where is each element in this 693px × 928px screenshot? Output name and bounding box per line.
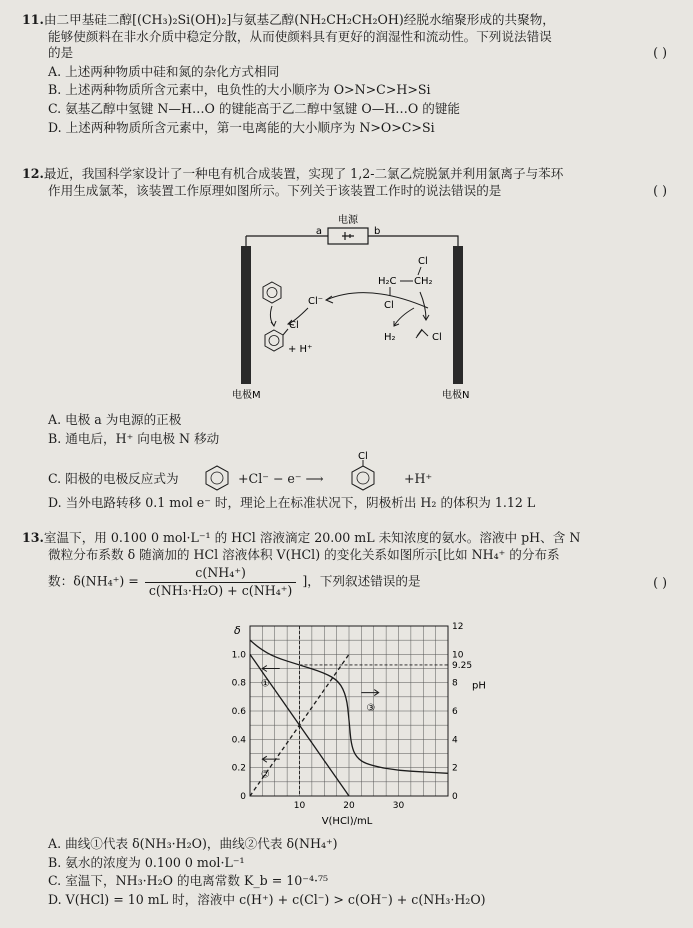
y-right-tick-label: 10 [452,650,464,661]
y-left-tick-label: 0.8 [231,678,246,689]
y-right-tick-label: 4 [452,735,458,746]
vinyl-chloride-icon [416,330,428,338]
electrode-n-label: 电极N [442,390,470,401]
dce-h2c: H₂C [378,276,397,287]
option-a: A. 电极 a 为电源的正极 [48,412,182,427]
y-left-tick-label: 1.0 [231,650,246,661]
wire-right [368,236,458,246]
x-tick-label: 20 [343,801,355,811]
x-tick-label: 10 [293,801,306,811]
h2-arrow [394,308,414,326]
y-left-tick-label: 0 [240,792,246,802]
question-stem: 数：δ(NH₄⁺) = [48,573,139,589]
dce-cl-bottom: Cl [384,300,394,311]
option-d: D. 上述两种物质所含元素中，第一电离能的大小顺序为 N>O>C>Si [48,119,435,135]
y-right-tick-label: 2 [452,763,458,774]
option-a: A. 曲线①代表 δ(NH₃·H₂O)，曲线②代表 δ(NH₄⁺) [48,836,338,851]
option-b: B. 氨水的浓度为 0.100 0 mol·L⁻¹ [48,854,245,870]
distribution-coefficient-fraction [145,565,296,599]
dce-ch2: CH₂ [414,276,433,287]
option-c: C. 阳极的电极反应式为 +Cl⁻ − e⁻ ⟶ Cl +H⁺ [22,459,677,493]
answer-bracket: ( ) [653,182,667,198]
y-right-tick-label: 8 [452,678,458,689]
titration-chart [222,620,492,826]
x-axis-label: V(HCl)/mL [321,816,373,826]
question-12-options [22,410,677,512]
fraction-denominator: c(NH₃·H₂O) + c(NH₄⁺) [148,582,293,598]
curve-3-arrow [361,690,378,696]
terminal-a: a [315,226,322,237]
y-right-tick-label: 0 [452,792,458,802]
question-stem: 能够使颜料在非水介质中稳定分散，从而使颜料具有更好的润湿性和流动性。下列说法错误 [48,28,552,44]
option-d: D. 当外电路转移 0.1 mol e⁻ 时，理论上在标准状况下，阴极析出 H₂ 的体积为 1.12 L [48,495,536,511]
answer-bracket: ( ) [653,575,667,591]
question-number: 12. [22,166,44,181]
option-b: B. 通电后，H⁺ 向电极 N 移动 [48,430,220,446]
power-label: 电源 [338,215,358,226]
curve-label-1: ① [260,678,270,690]
option-b: B. 上述两种物质所含元素中，电负性的大小顺序为 O>N>C>H>Si [48,82,431,98]
question-number: 11. [22,12,44,27]
curve-1-arrow [262,666,279,672]
dce-cl-top: Cl [418,256,428,267]
option-c: C. 氨基乙醇中氢键 N—H…O 的键能高于乙二醇中氢键 O—H…O 的键能 [48,101,461,117]
electrode-m-label: 电极M [232,390,261,401]
y-right-tick-label: 9.25 [452,660,473,671]
curve-label-3: ③ [366,702,376,714]
question-stem: 作用生成氯苯，该装置工作原理如图所示。下列关于该装置工作时的说法错误的是 [48,182,502,198]
electrolysis-diagram [228,212,488,408]
question-stem: 的是 [48,45,74,61]
h2-label: H₂ [384,332,396,343]
x-tick-label: 30 [392,801,405,811]
curve-2-arrow [262,756,279,762]
question-stem: ]，下列叙述错误的是 [302,573,421,589]
y-left-tick-label: 0.6 [231,707,246,717]
chlorobenzene-icon [348,451,394,493]
chloride-migration-arrow [326,293,428,308]
y-left-tick-label: 0.4 [231,735,246,746]
chlorobenzene-cl: Cl [289,320,299,331]
y-left-tick-label: 0.2 [231,763,246,774]
y-right-tick-label: 12 [452,622,464,632]
option-a: A. 上述两种物质中硅和氮的杂化方式相同 [48,63,280,79]
chlorobenzene-cl: Cl [358,451,368,463]
option-d: D. V(HCl) = 10 mL 时，溶液中 c(H⁺) + c(Cl⁻) > c(OH⁻) + c(NH₃·H₂O) [48,891,486,907]
chloride-label: Cl⁻ [308,296,324,307]
y-axis-left-label: δ [234,624,241,637]
benzene-icon [263,282,281,303]
curve-label-2: ② [260,769,270,781]
question-stem: 由二甲基硅二醇[(CH₃)₂Si(OH)₂]与氨基乙醇(NH₂CH₂CH₂OH)经脱水缩聚形成的共聚物， [43,12,555,27]
chlorobenzene-icon [265,330,283,351]
question-number: 13. [22,530,44,545]
question-stem: 最近，我国科学家设计了一种电有机合成装置，实现了 1,2-二氯乙烷脱氯并利用氯离子与苯环 [43,166,564,181]
question-stem: 室温下，用 0.100 0 mol·L⁻¹ 的 HCl 溶液滴定 20.00 mL 未知浓度的氨水。溶液中 pH、含 N [43,530,581,545]
electrode-n [453,246,463,384]
plus-h-label: + H⁺ [288,344,313,355]
vinyl-cl: Cl [432,332,442,343]
y-axis-right-label: pH [472,680,486,692]
battery-symbol [342,232,354,240]
answer-bracket: ( ) [653,45,667,61]
option-c: C. 室温下，NH₃·H₂O 的电离常数 K_b = 10⁻⁴·⁷⁵ [48,873,329,889]
electrode-m [241,246,251,384]
terminal-b: b [374,226,381,237]
question-12 [22,166,677,199]
y-right-tick-label: 6 [452,707,458,717]
question-11 [22,12,677,136]
fraction-numerator: c(NH₄⁺) [145,565,296,583]
question-stem: 微粒分布系数 δ 随滴加的 HCl 溶液体积 V(HCl) 的变化关系如图所示[比如 NH₄⁺ 的分布系 [48,546,560,562]
question-13 [22,530,677,599]
question-13-options [22,834,677,908]
benzene-icon [202,463,232,493]
